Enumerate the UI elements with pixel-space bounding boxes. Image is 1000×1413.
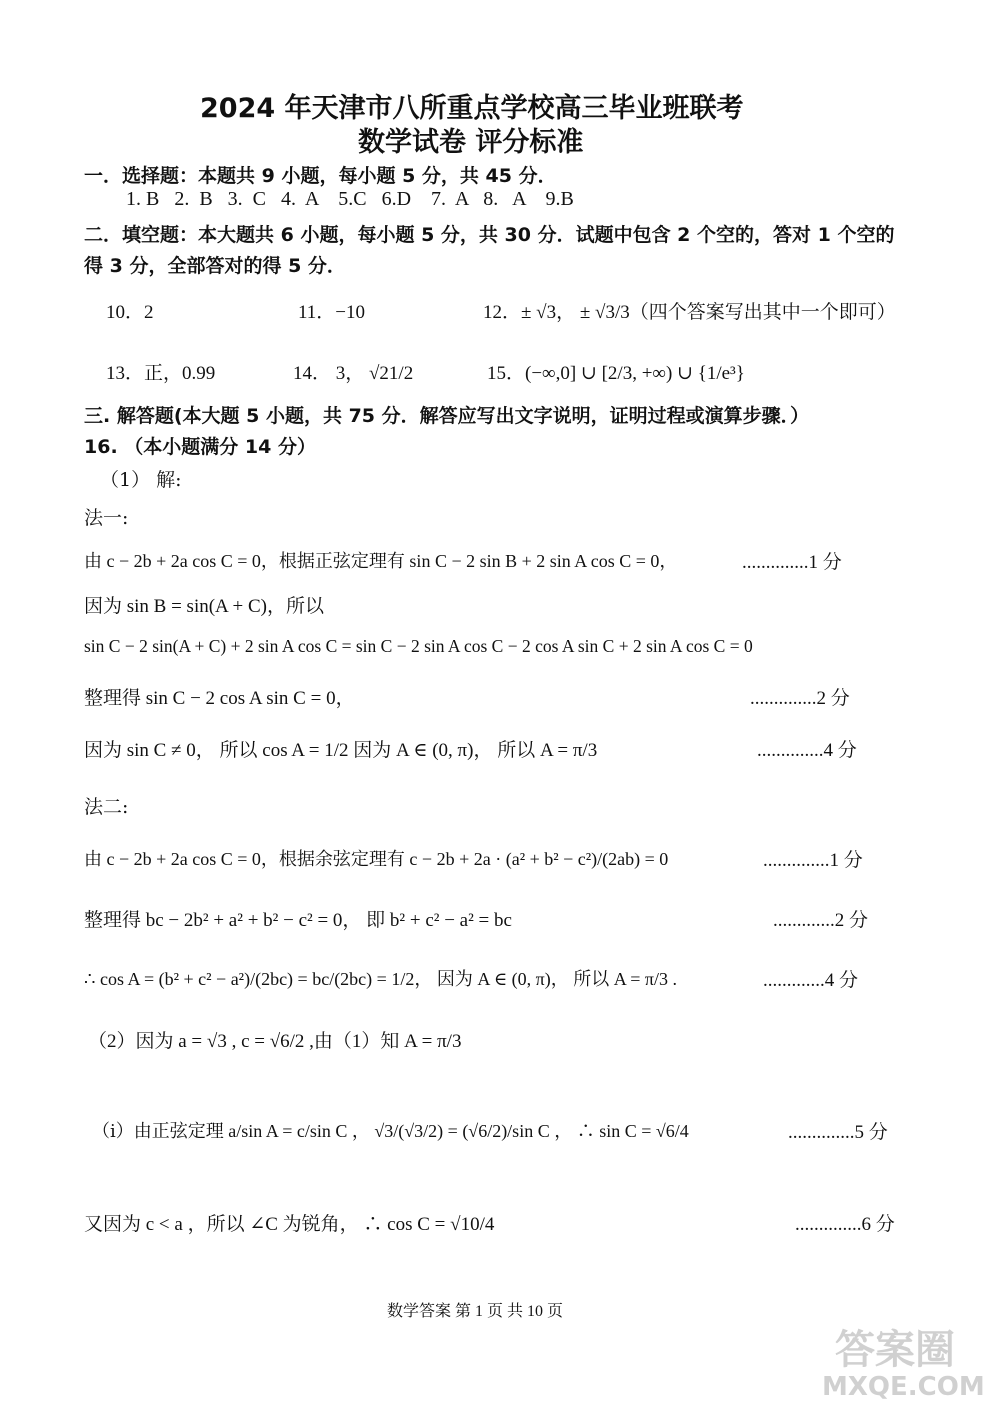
answer-10: 10．2 xyxy=(106,302,154,323)
method1-step4-points: ..............2 分 xyxy=(750,688,850,709)
answer-15: 15．(−∞,0] ∪ [2/3, +∞) ∪ {1/e³} xyxy=(487,363,745,384)
method1-step3: sin C − 2 sin(A + C) + 2 sin A cos C = sin C − 2 sin A cos C − 2 cos A sin C + 2 sin A cos C = 0 xyxy=(84,636,753,656)
choice-answers: 1. B 2. B 3. C 4. A 5.C 6.D 7. A 8. A 9.B xyxy=(126,188,574,210)
answer-11: 11．−10 xyxy=(298,302,366,323)
method2-step2: 整理得 bc − 2b² + a² + b² − c² = 0， 即 b² + c² − a² = bc xyxy=(84,910,512,931)
section-fill-heading-line1: 二．填空题：本大题共 6 小题，每小题 5 分，共 30 分．试题中包含 2 个空的，答对 1 个空的 xyxy=(84,224,895,246)
section-choice-heading: 一．选择题：本题共 9 小题，每小题 5 分，共 45 分． xyxy=(84,165,557,187)
method1-step5: 因为 sin C ≠ 0， 所以 cos A = 1/2 因为 A ∈ (0, π)， 所以 A = π/3 xyxy=(84,740,598,761)
method-2-label: 法二: xyxy=(84,796,129,818)
method2-step2-points: .............2 分 xyxy=(773,910,869,931)
section-solution-heading: 三. 解答题(本大题 5 小题，共 75 分．解答应写出文字说明，证明过程或演算步骤．） xyxy=(84,405,810,427)
page-title: 2024 年天津市八所重点学校高三毕业班联考 xyxy=(200,93,744,124)
section-fill-heading-line2: 得 3 分，全部答对的得 5 分． xyxy=(84,255,346,277)
part-2-i-step: （ⅰ）由正弦定理 a/sin A = c/sin C ， √3/(√3/2) = (√6/2)/sin C ， ∴ sin C = √6/4 xyxy=(92,1121,689,1141)
part-2-i-points: ..............5 分 xyxy=(788,1122,888,1143)
answer-13: 13．正，0.99 xyxy=(106,363,216,384)
method1-step1: 由 c − 2b + 2a cos C = 0，根据正弦定理有 sin C − 2 sin B + 2 sin A cos C = 0， xyxy=(84,551,678,571)
page-footer: 数学答案 第 1 页 共 10 页 xyxy=(387,1303,564,1320)
page-subtitle: 数学试卷 评分标准 xyxy=(358,127,584,158)
part-2-ii-step: 又因为 c < a ，所以 ∠C 为锐角， ∴ cos C = √10/4 xyxy=(84,1214,495,1235)
part-2-given: （2）因为 a = √3 , c = √6/2 ,由（1）知 A = π/3 xyxy=(88,1031,462,1052)
method-1-label: 法一: xyxy=(84,507,129,529)
answer-14: 14． 3， √21/2 xyxy=(293,363,414,384)
method2-step3: ∴ cos A = (b² + c² − a²)/(2bc) = bc/(2bc) = 1/2， 因为 A ∈ (0, π)， 所以 A = π/3 . xyxy=(84,969,677,989)
method1-step5-points: ..............4 分 xyxy=(757,740,857,761)
part-1-label: （1） 解: xyxy=(100,469,182,491)
answer-12: 12．± √3， ± √3/3（四个答案写出其中一个即可） xyxy=(483,302,896,323)
watermark-url: MXQE.COM xyxy=(822,1372,985,1402)
method1-step4: 整理得 sin C − 2 cos A sin C = 0， xyxy=(84,688,355,709)
method2-step1-points: ..............1 分 xyxy=(763,850,863,871)
watermark-logo: 答案圈 xyxy=(835,1327,955,1373)
method2-step3-points: .............4 分 xyxy=(763,970,859,991)
method2-step1: 由 c − 2b + 2a cos C = 0，根据余弦定理有 c − 2b + 2a · (a² + b² − c²)/(2ab) = 0 xyxy=(84,849,669,869)
method1-step1-points: ..............1 分 xyxy=(742,552,842,573)
part-2-ii-points: ..............6 分 xyxy=(795,1214,895,1235)
question-16-title: 16. （本小题满分 14 分） xyxy=(84,436,316,458)
method1-step2: 因为 sin B = sin(A + C)，所以 xyxy=(84,596,324,617)
